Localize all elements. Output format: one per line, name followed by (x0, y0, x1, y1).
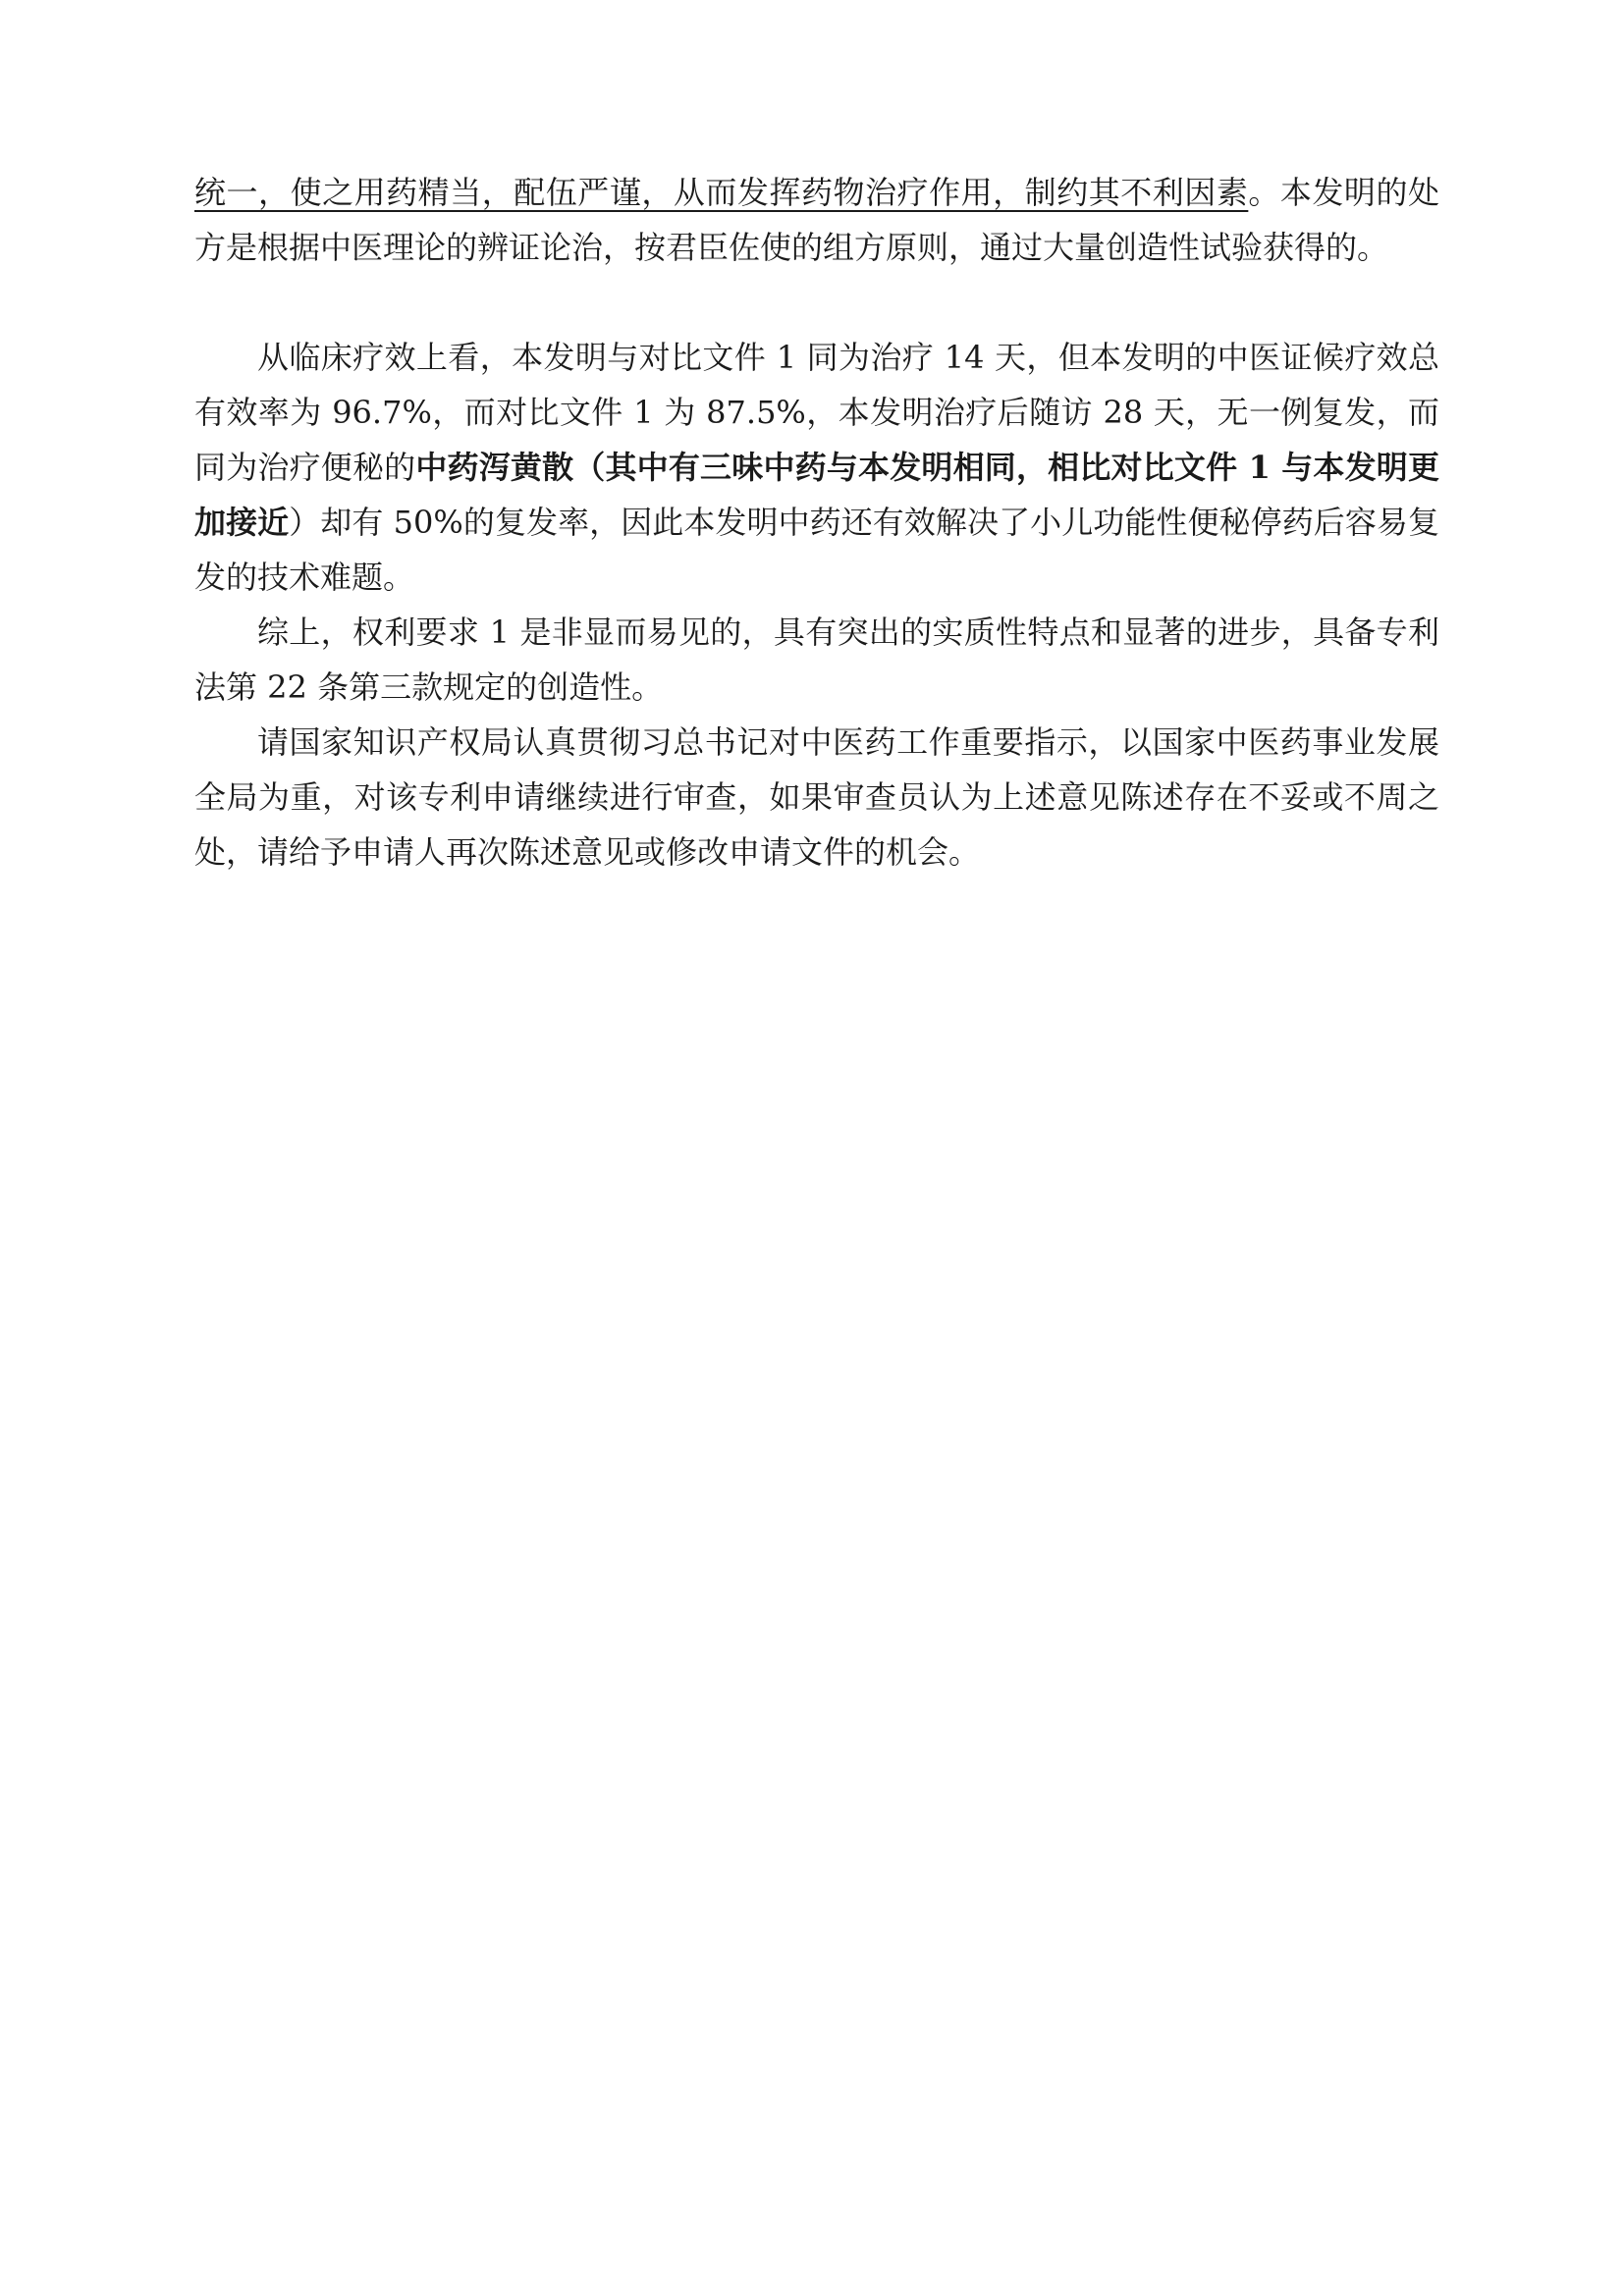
paragraph-text: 从临床疗效上看，本发明与对比文件 1 同为治疗 14 天，但本发明的中医证候疗效总有效率为 96.7%，而对比文件 1 为 87.5%，本发明治疗后随访 28 天，无一例复发，而同为治疗便秘的 (194, 339, 1439, 486)
document-body (194, 165, 1439, 880)
bold-text: 中药泻黄散（其中有三味中药与本发明相同，相比对比文件 1 与本发明更加接近 (194, 449, 1439, 541)
paragraph-conclusion: 综上，权利要求 1 是非显而易见的，具有突出的实质性特点和显著的进步，具备专利法第 22 条第三款规定的创造性。 (194, 614, 1439, 706)
paragraph-continuation (194, 165, 1439, 275)
paragraph-request: 请国家知识产权局认真贯彻习总书记对中医药工作重要指示，以国家中医药事业发展全局为重，对该专利申请继续进行审查，如果审查员认为上述意见陈述存在不妥或不周之处，请给予申请人再次陈述意见或修改申请文件的机会。 (194, 723, 1439, 871)
paragraph-clinical-efficacy (194, 330, 1439, 605)
paragraph-text: ）却有 50%的复发率，因此本发明中药还有效解决了小儿功能性便秘停药后容易复发的技术难题。 (194, 504, 1439, 596)
underlined-text: 统一，使之用药精当，配伍严谨，从而发挥药物治疗作用，制约其不利因素 (194, 174, 1249, 211)
paragraph-text: 。本发明的处方是根据中医理论的辨证论治，按君臣佐使的组方原则，通过大量创造性试验获得的。 (194, 174, 1439, 266)
paragraph-gap (194, 275, 1439, 330)
